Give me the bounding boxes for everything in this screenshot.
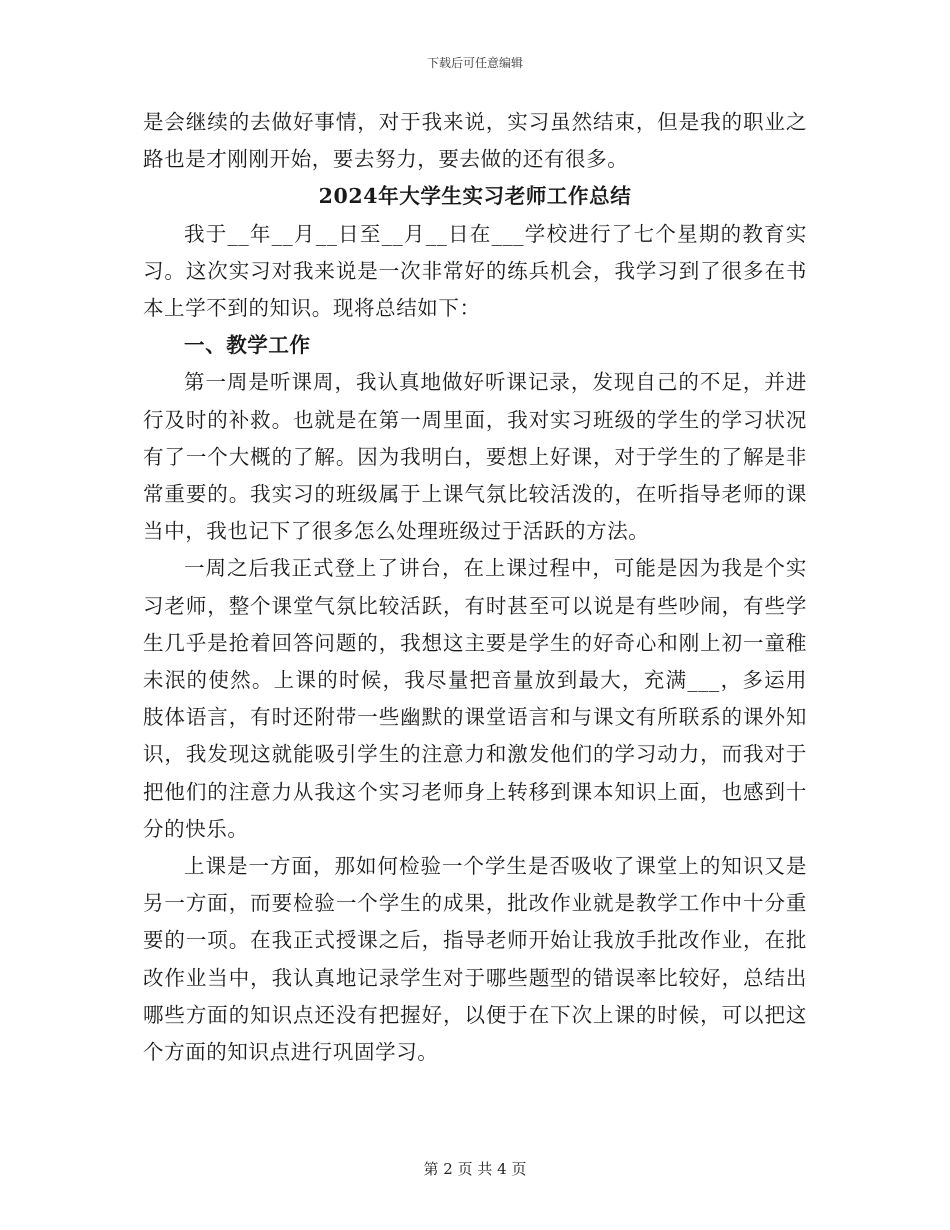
body-paragraph: 上课是一方面，那如何检验一个学生是否吸收了课堂上的知识又是另一方面，而要检验一个学生的成果，批改作业就是教学工作中十分重要的一项。在我正式授课之后，指导老师开始让我放手批改作业，在批改作业当中，我认真地记录学生对于哪些题型的错误率比较好，总结出哪些方面的知识点还没有把握好，以便于在下次上课的时候，可以把这个方面的知识点进行巩固学习。 — [143, 854, 807, 1065]
document-title: 2024年大学生实习老师工作总结 — [318, 184, 632, 209]
document-body — [143, 104, 807, 1071]
header-note: 下载后可任意编辑 — [426, 56, 523, 70]
section-heading-teaching: 一、教学工作 — [184, 333, 311, 358]
opening-paragraph: 是会继续的去做好事情，对于我来说，实习虽然结束，但是我的职业之路也是才刚刚开始，要去努力，要去做的还有很多。 — [143, 110, 807, 172]
body-paragraph: 第一周是听课周，我认真地做好听课记录，发现自己的不足，并进行及时的补救。也就是在第一周里面，我对实习班级的学生的学习状况有了一个大概的了解。因为我明白，要想上好课，对于学生的了解是非常重要的。我实习的班级属于上课气氛比较活泼的，在听指导老师的课当中，我也记下了很多怎么处理班级过于活跃的方法。 — [143, 370, 807, 544]
page-number: 第 2 页 共 4 页 — [423, 1160, 527, 1178]
body-paragraph: 一周之后我正式登上了讲台，在上课过程中，可能是因为我是个实习老师，整个课堂气氛比较活跃，有时甚至可以说是有些吵闹，有些学生几乎是抢着回答问题的，我想这主要是学生的好奇心和刚上初一童稚未泯的使然。上课的时候，我尽量把音量放到最大，充满___，多运用肢体语言，有时还附带一些幽默的课堂语言和与课文有所联系的课外知识，我发现这就能吸引学生的注意力和激发他们的学习动力，而我对于把他们的注意力从我这个实习老师身上转移到课本知识上面，也感到十分的快乐。 — [143, 556, 807, 841]
intro-paragraph: 我于__年__月__日至__月__日在___学校进行了七个星期的教育实习。这次实习对我来说是一次非常好的练兵机会，我学习到了很多在书本上学不到的知识。现将总结如下： — [143, 221, 807, 321]
